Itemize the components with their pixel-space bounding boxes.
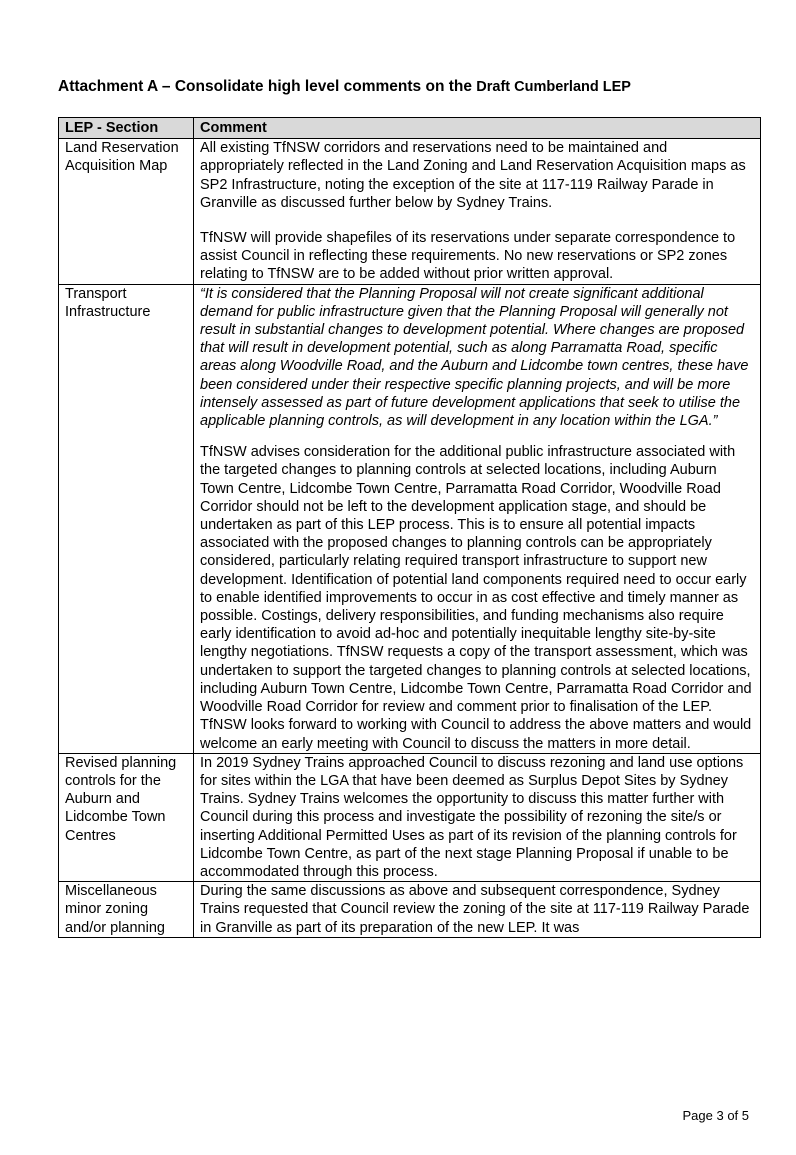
row-section-cell: Revised planning controls for the Auburn and Lidcombe Town Centres bbox=[59, 753, 194, 881]
row-section-cell: Miscellaneous minor zoning and/or planning bbox=[59, 882, 194, 938]
comment-paragraph: In 2019 Sydney Trains approached Council to discuss rezoning and land use options for sites within the LGA that have been deemed as Surplus Depot Sites by Sydney Trains. Sydney Trains welcomes the opportunity to discuss this matter further with Council during this process and investigate the possibility of rezoning the site/s or inserting Additional Permitted Uses as part of its revision of the planning controls for Lidcombe Town Centre, as part of the next stage Planning Proposal if unable to be accommodated through this process. bbox=[200, 754, 744, 880]
header-comment: Comment bbox=[194, 118, 761, 139]
comment-paragraph: All existing TfNSW corridors and reservations need to be maintained and appropriately reflected in the Land Zoning and Land Reservation Acquisition maps as SP2 Infrastructure, noting the exception of the site at 117-119 Railway Parade in Granville as discussed further below by Sydney Trains. bbox=[200, 140, 746, 211]
title-main: Attachment A – Consolidate high level comments on the bbox=[58, 78, 477, 95]
comment-paragraph: TfNSW will provide shapefiles of its reservations under separate correspondence to assist Council in reflecting these requirements. No new reservations or SP2 zones relating to TfNSW are to be added without prior written approval. bbox=[200, 230, 736, 283]
comment-paragraph: During the same discussions as above and subsequent correspondence, Sydney Trains requested that Council review the zoning of the site at 117-119 Railway Parade in Granville as part of its preparation of the new LEP. It was bbox=[200, 883, 750, 936]
document-title bbox=[58, 78, 631, 96]
page-number: Page 3 of 5 bbox=[682, 1108, 749, 1123]
row-section-cell: Land Reservation Acquisition Map bbox=[59, 139, 194, 284]
table-row bbox=[59, 284, 761, 753]
table-row bbox=[59, 882, 761, 938]
comment-paragraph: TfNSW advises consideration for the additional public infrastructure associated with the targeted changes to planning controls at selected locations, including Auburn Town Centre, Lidcombe Town Centre, Parramatta Road Corridor, Woodville Road Corridor should not be left to the development application stage, and should be undertaken as part of this LEP process. This is to ensure all potential impacts associated with the proposed changes to planning controls can be appropriately considered, particularly relating required transport infrastructure to support new development. Identification of potential land components required need to occur early to enable identified improvements to occur in as cost effective and timely manner as possible. Costings, delivery responsibilities, and funding mechanisms also require early identification to avoid ad-hoc and potentially inequitable lengthy site-by-site lengthy negotiations. TfNSW requests a copy of the transport assessment, which was undertaken to support the targeted changes to planning controls at selected locations, including Auburn Town Centre, Lidcombe Town Centre, Parramatta Road Corridor and Woodville Road Corridor for review and comment prior to finalisation of the LEP. TfNSW looks forward to working with Council to address the above matters and would welcome an early meeting with Council to discuss the matters in more detail. bbox=[200, 444, 752, 752]
table-row bbox=[59, 753, 761, 881]
row-comment-cell bbox=[194, 753, 761, 881]
table-row bbox=[59, 139, 761, 284]
title-tail: Draft Cumberland LEP bbox=[476, 79, 631, 95]
lep-comments-table bbox=[58, 117, 761, 938]
row-section-cell: Transport Infrastructure bbox=[59, 284, 194, 753]
row-comment-cell bbox=[194, 284, 761, 753]
row-comment-cell bbox=[194, 139, 761, 284]
row-comment-cell bbox=[194, 882, 761, 938]
quoted-excerpt: “It is considered that the Planning Proposal will not create significant additional demand for public infrastructure given that the Planning Proposal will generally not result in substantial changes to development potential. Where changes are proposed that will result in development potential, such as along Parramatta Road, specific areas along Woodville Road, and the Auburn and Lidcombe town centres, these have been considered under their respective specific planning projects, and will be more intensely assessed as part of future development applications that seek to utilise the applicable planning controls, as will development in any location within the LGA.” bbox=[200, 285, 749, 430]
table-header-row bbox=[59, 118, 761, 139]
header-lep-section: LEP - Section bbox=[59, 118, 194, 139]
